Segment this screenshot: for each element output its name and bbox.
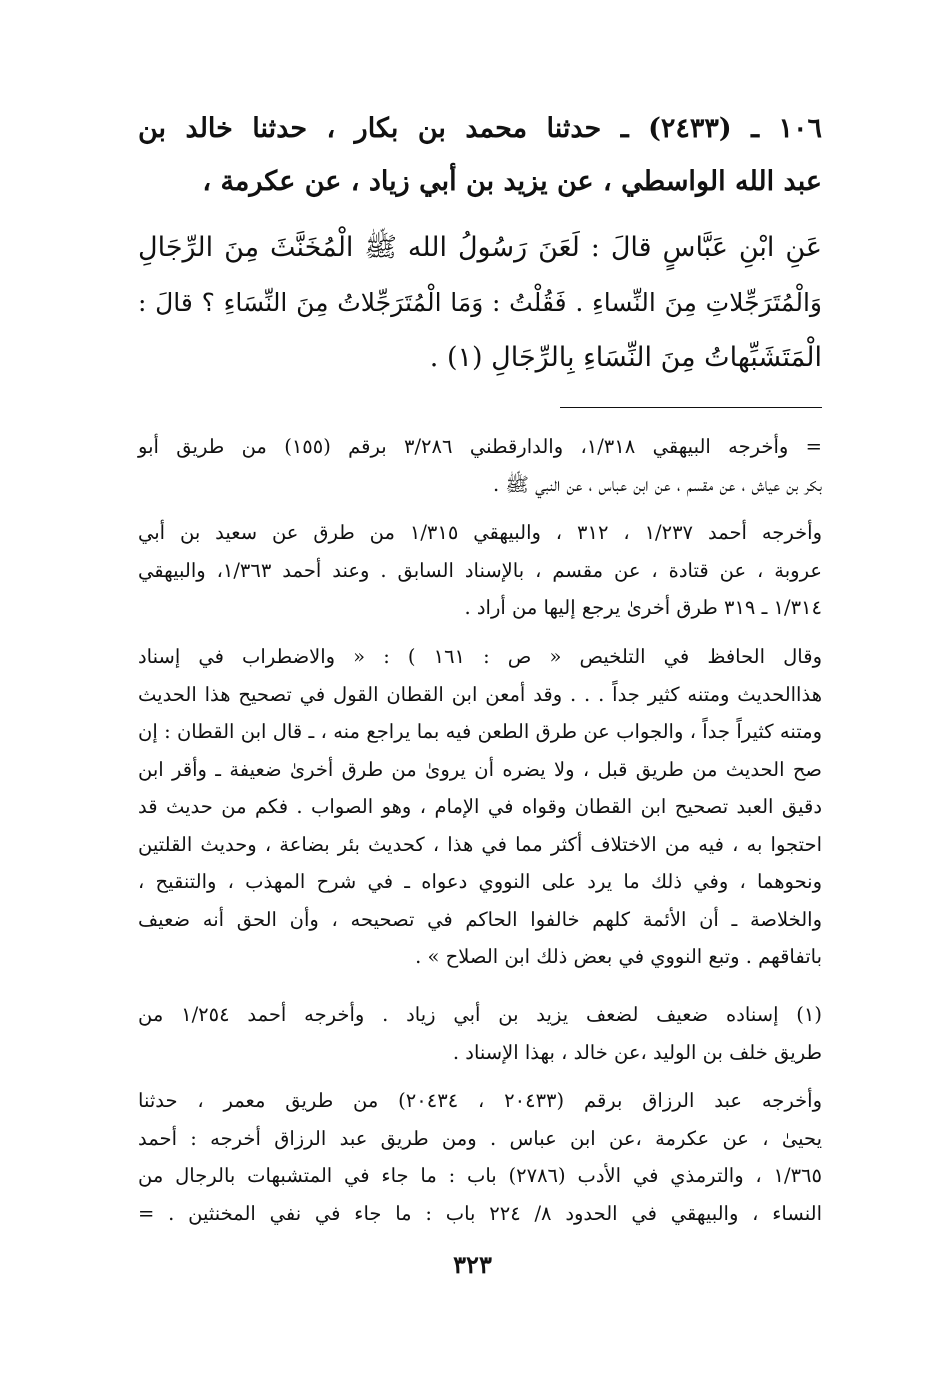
footnote-paragraph (138, 1082, 822, 1232)
footnote-line: ومتنه كثيراً جداً ، والجواب عن طرق الطعن فيه بما يراجع منه ، ـ قال ابن القطان : إن (138, 720, 822, 743)
footnote-line: دقيق العبد تصحيح ابن القطان وقواه في الإمام ، وهو الصواب . فكم من حديث قد (138, 795, 822, 818)
footnote-line: وقال الحافظ في التلخيص « ص : ١٦١ ) : « والاضطراب في إسناد (138, 645, 822, 668)
hadith-matn (138, 220, 822, 385)
footnote-line: (١) إسناده ضعيف لضعف يزيد بن أبي زياد . وأخرجه أحمد ١/٢٥٤ من (138, 1003, 822, 1026)
footnote-line: هذاالحديث ومتنه كثير جداً . . . وقد أمعن ابن القطان القول في تصحيح هذا الحديث (138, 682, 822, 706)
footnote-line: يحيىٰ ، عن عكرمة ،عن ابن عباس . ومن طريق عبد الرزاق أخرجه : أحمد (138, 1126, 822, 1150)
footnote-1 (138, 996, 822, 1071)
footnote-line: ونحوهما ، وفي ذلك ما يرد على النووي دعواه ـ في شرح المهذب ، والتنقيح ، (138, 870, 822, 893)
footnote-line: طريق خلف بن الوليد ،عن خالد ، بهذا الإسناد . (452, 1040, 822, 1064)
footnote-line: = وأخرجه البيهقي ١/٣١٨، والدارقطني ٣/٢٨٦ برقم (١٥٥) من طريق أبو (138, 435, 822, 458)
footnote-line: وأخرجه أحمد ١/٢٣٧ ، ٣١٢ ، والبيهقي ١/٣١٥ من طرق عن سعيد بن أبي (138, 521, 822, 544)
footnote-line: عروبة ، عن قتادة ، عن مقسم ، بالإسناد السابق . وعند أحمد ١/٣٦٣، والبيهقي (138, 558, 822, 582)
isnad-line: عبد الله الواسطي ، عن يزيد بن أبي زياد ، عن عكرمة ، (202, 166, 822, 197)
footnote-line: ١/٣٦٥ ، والترمذي في الأدب (٢٧٨٦) باب : ما جاء في المتشبهات بالرجال من (138, 1164, 822, 1187)
footnote-line: النساء ، والبيهقي في الحدود ٨/ ٢٢٤ باب : ما جاء في نفي المخنثين . = (138, 1201, 822, 1225)
matn-line: عَنِ ابْنِ عَبَّاسٍ قالَ : لَعَنَ رَسُولُ الله ﷺ الْمُخَنَّثَ مِنَ الرِّجَالِ (138, 232, 822, 263)
page-number: ٣٢٣ (453, 1250, 492, 1279)
matn-line: الْمَتَشَبِّهاتُ مِنَ النِّسَاءِ بِالرِّجَالِ (١) . (429, 342, 822, 373)
matn-line: وَالْمُتَرَجِّلاتِ مِنَ النِّساءِ . فَقُلْتُ : وَمَا الْمُتَرَجِّلاتُ مِنَ النِّسَاءِ ؟ قالَ : (138, 288, 822, 317)
footnote-line: احتجوا به ، فيه من الاختلاف أكثر مما في هذا ، كحديث بئر بضاعة ، وحديث القلتين (138, 832, 822, 856)
footnote-paragraph (138, 514, 822, 627)
footnote-line: وأخرجه عبد الرزاق برقم (٢٠٤٣٣ ، ٢٠٤٣٤) من طريق معمر ، حدثنا (138, 1089, 822, 1112)
footnote-continuation (138, 428, 822, 503)
hadith-isnad (138, 102, 822, 208)
isnad-line: ١٠٦ ـ (٢٤٣٣) ـ حدثنا محمد بن بكار ، حدثنا خالد بن (138, 113, 822, 144)
footnote-line: بكر بن عياش ، عن مقسم ، عن ابن عباس ، عن النبي ﷺ . (492, 472, 822, 496)
footnote-line: ١/٣١٤ ـ ٣١٩ طرق أخرىٰ يرجع إليها من أراد . (464, 596, 822, 619)
footnote-separator (560, 407, 822, 408)
footnote-line: والخلاصة ـ أن الأئمة كلهم خالفوا الحاكم في تصحيحه ، وأن الحق أنه ضعيف (138, 907, 822, 931)
footnote-line: صح الحديث من طريق قبل ، ولا يضره أن يروىٰ من طرق أخرىٰ ضعيفة ـ وأقر ابن (138, 757, 822, 781)
footnote-paragraph (138, 638, 822, 976)
footnote-line: باتفاقهم . وتبع النووي في بعض ذلك ابن الصلاح » . (415, 945, 822, 968)
